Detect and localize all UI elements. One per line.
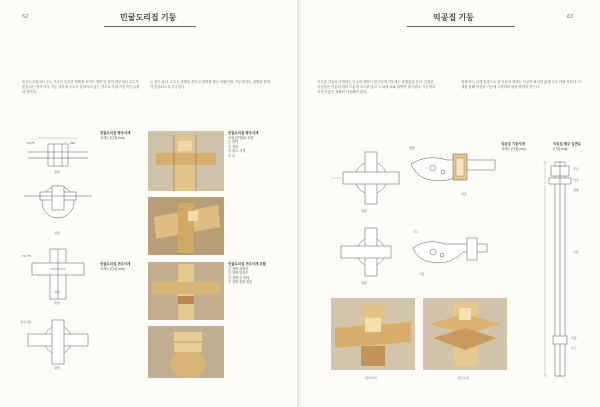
corner-post-plan-drawing	[18, 130, 98, 230]
ikgong-bracket-drawing-1	[407, 150, 499, 190]
part-label: 익공	[571, 336, 577, 340]
page-number: 62	[22, 14, 29, 20]
page-title: 익공집 기둥	[433, 13, 474, 22]
page-number: 63	[567, 14, 574, 20]
pyeongju-joint-photo	[331, 298, 415, 370]
figure-caption: 민굴도리집 귀주사개 상세도 (단위 mm)	[100, 262, 131, 271]
ikgong-plan-drawing-2	[331, 222, 411, 280]
part-label: 주두	[413, 230, 419, 234]
view-label: 평면	[54, 366, 60, 370]
part-label: 창방	[409, 146, 415, 150]
gwiju-joint-photo	[423, 298, 507, 370]
figure-caption: 민굴도리집 평주사개 조립 (인방)와 조합 ① 장여 ② 창방 ③ 평주 사개 ④ 보	[228, 131, 259, 158]
joint-photo-3	[148, 262, 224, 320]
figure-caption: 민굴도리집 귀주사개 조합 ① 창방 왕장부 ② 창방 암장부 ③ 창방 끝 장혀 ④ 창방 장혀 장부	[228, 262, 266, 285]
view-label: 평면	[54, 301, 60, 305]
left-page	[0, 0, 299, 407]
view-label: 평면	[361, 209, 367, 213]
dimension-label: 72×75	[26, 141, 35, 145]
view-label: 평면	[361, 281, 367, 285]
joint-photo-1	[148, 131, 224, 191]
ikgong-plan-drawing-1	[331, 148, 411, 208]
title-rule	[407, 26, 515, 27]
photo-caption: 귀주사개	[457, 376, 469, 380]
part-label: 기둥	[419, 272, 425, 276]
figure-caption: 익공집 기둥사개 상세도 (단위 mm)	[501, 142, 526, 151]
part-label: 창방	[573, 188, 579, 192]
ikgong-bracket-drawing-2	[409, 234, 491, 270]
body-text-column-2: 화채 또는 사개 맞춤으로 한 익공의 형태는 익공이 빠지지 않게 주두 아래 끼운다. 사개를 통해 익공을 기둥에 고정하며 평방 장여를 받는다.	[461, 80, 581, 90]
part-label: 주두	[571, 346, 577, 350]
photo-caption: 평주사개	[365, 376, 377, 380]
right-page	[301, 0, 600, 407]
title-rule	[104, 26, 196, 27]
figure-caption: 익공집 평주 입면도 (단위 mm)	[553, 142, 582, 151]
dimension-label: 장여 (장)	[20, 320, 32, 324]
body-text-column-1: 민굴도리집에서 주두 가공이 특이한 형태를 보이는 창방 및 장여 하부에서 주두가 맞춤되는 방식이다. 기둥 상부에 주두가 올라가지 않는 경우로 가장 기본적인 유형의 것이다.	[22, 80, 140, 95]
body-text-column-2: 는 것이 좋다. 주두는 창방을 끼우고 장여를 받는 역할이며, 기둥 머리는 창방과 장여가 맞춤되도록 가공한다.	[150, 80, 270, 90]
body-text-column-1: 익공집 기둥의 사개에는 익공과 창방이 결구되며 기둥에는 창방홈을 둔다. 간결한 익공집은 기둥의 머리 부분에 주두를 얹고 그 위에 보와 창방이 결구된다. 기둥머리 사개 부분은 정확히 가공해야 한다.	[317, 80, 436, 95]
part-label: 기둥	[573, 250, 579, 254]
view-label: 입면	[54, 290, 60, 294]
dimension-label: 240	[70, 141, 76, 145]
view-label: 평면	[54, 170, 60, 174]
joint-photo-2	[148, 197, 224, 255]
dimension-label: 72×75	[22, 254, 31, 258]
figure-caption: 민굴도리집 평주사개 상세도 (단위 mm)	[100, 131, 131, 140]
part-label: 익공	[461, 192, 467, 196]
part-label: 주두	[573, 167, 579, 171]
part-label: 익공	[573, 178, 579, 182]
page-title: 민굴도리집 기둥	[120, 13, 177, 22]
view-label: 입면	[54, 231, 60, 235]
joint-photo-4	[148, 326, 224, 378]
